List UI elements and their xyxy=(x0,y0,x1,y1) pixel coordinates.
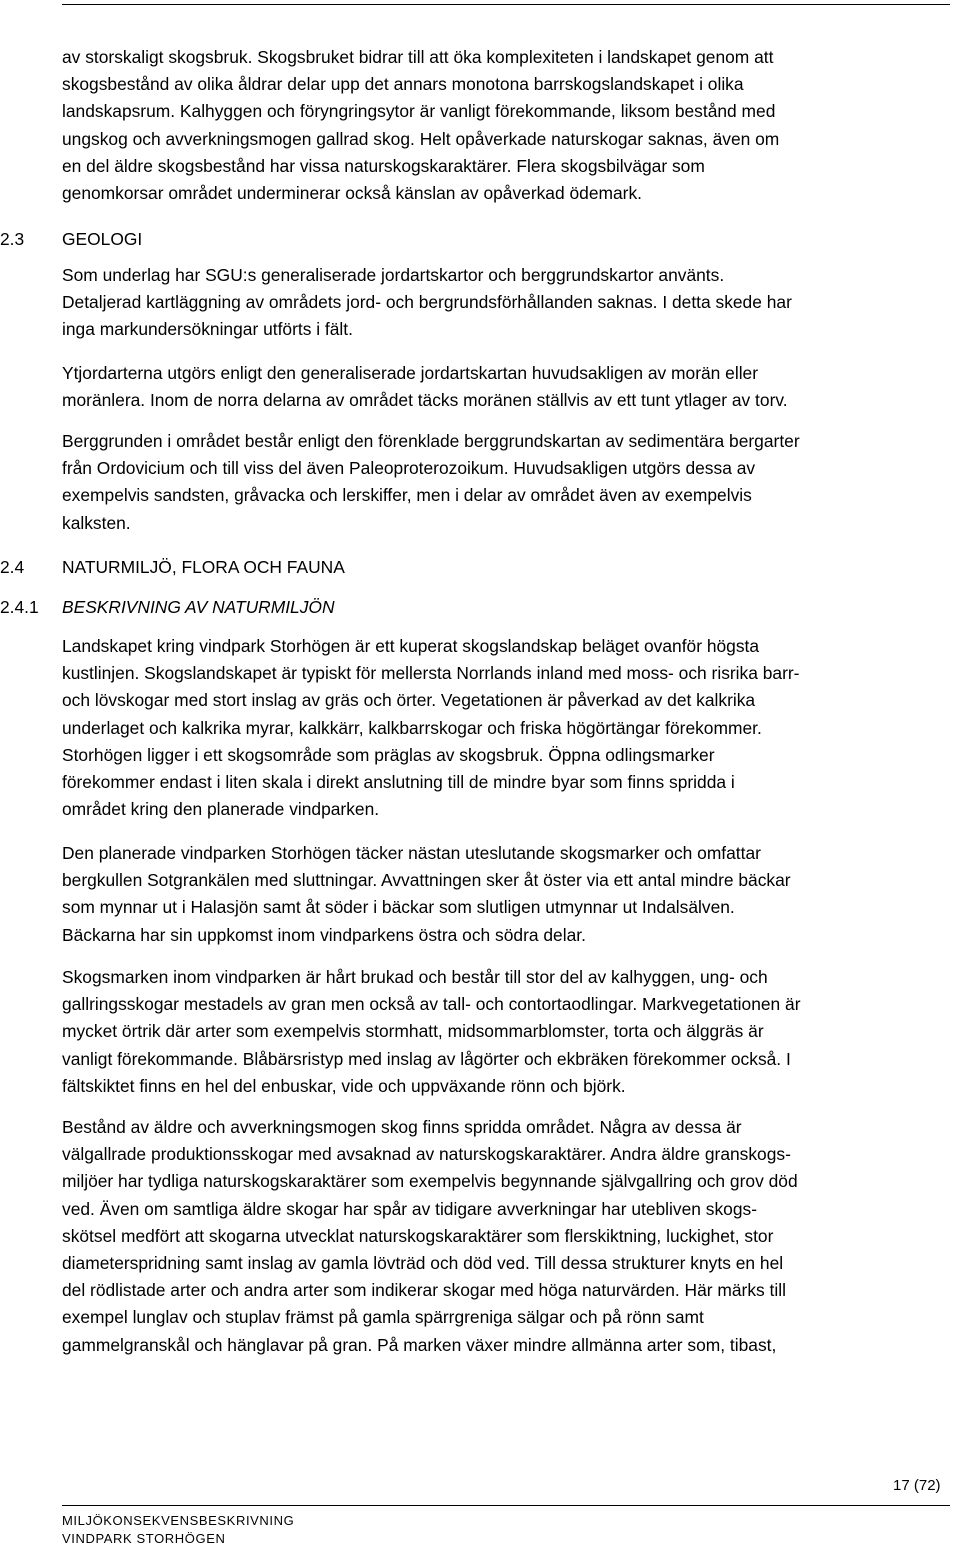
text-line: Bestånd av äldre och avverkningsmogen skog finns spridda området. Några av dessa är xyxy=(62,1117,742,1137)
text-line: som mynnar ut i Halasjön samt åt söder i bäckar som slutligen utmynnar ut Indalsälven. xyxy=(62,897,735,918)
text-line: exempel lunglav och stuplav främst på gamla spärrgreniga sälgar och på rönn samt xyxy=(62,1307,704,1328)
text-line: en del äldre skogsbestånd har vissa naturskogskaraktärer. Flera skogsbilvägar som xyxy=(62,155,705,176)
paragraph-old-forest xyxy=(62,1114,958,1359)
text-line: Berggrunden i området består enligt den förenklade berggrundskartan av sedimentära bergarter xyxy=(62,431,800,451)
text-line: Detaljerad kartläggning av områdets jord- och bergrundsförhållanden saknas. I detta skede har xyxy=(62,292,792,313)
section-title: NATURMILJÖ, FLORA OCH FAUNA xyxy=(62,557,345,577)
text-line: välgallrade produktionsskogar med avsaknad av naturskogskaraktärer. Andra äldre granskogs- xyxy=(62,1144,791,1165)
text-line: gallringsskogar mestadels av gran men också av tall- och contortaodlingar. Markvegetationen är xyxy=(62,994,801,1015)
text-line: diameterspridning samt inslag av gamla lövträd och död ved. Till dessa strukturer knyts en hel xyxy=(62,1253,784,1274)
section-number: 2.4 xyxy=(0,557,25,577)
text-line: Storhögen ligger i ett skogsområde som präglas av skogsbruk. Öppna odlingsmarker xyxy=(62,744,715,765)
text-line: vanligt förekommande. Blåbärsristyp med inslag av lågörter och ekbräken förekommer också. I xyxy=(62,1048,791,1069)
text-line: mycket örtrik där arter som exempelvis stormhatt, midsommarblomster, torta och älggräs är xyxy=(62,1021,764,1042)
text-line: landskapsrum. Kalhyggen och föryngringsytor är vanligt förekommande, liksom bestånd med xyxy=(62,101,776,122)
text-line: Ytjordarterna utgörs enligt den generaliserade jordartskartan huvudsakligen av morän eller xyxy=(62,363,759,383)
text-line: Den planerade vindparken Storhögen täcker nästan uteslutande skogsmarker och omfattar xyxy=(62,843,761,863)
text-line: del rödlistade arter och andra arter som indikerar skogar med höga naturvärden. Här märks till xyxy=(62,1280,786,1301)
text-line: skötsel medfört att skogarna utvecklat naturskogskaraktärer som flerskiktning, luckighet, stor xyxy=(62,1225,774,1246)
subsection-number: 2.4.1 xyxy=(0,597,39,617)
text-line: Som underlag har SGU:s generaliserade jordartskartor och berggrundskartor använts. xyxy=(62,265,725,285)
paragraph-landscape-description xyxy=(62,633,958,823)
text-line: skogsbestånd av olika åldrar delar upp det annars monotona barrskogslandskapet i olika xyxy=(62,74,744,95)
footer-document-title xyxy=(62,1512,294,1548)
text-line: och lövskogar med stort inslag av gräs och örter. Vegetationen är påverkad av det kalkrika xyxy=(62,690,756,711)
text-line: fältskiktet finns en hel del enbuskar, vide och uppväxande rönn och björk. xyxy=(62,1075,626,1096)
text-line: av storskaligt skogsbruk. Skogsbruket bidrar till att öka komplexiteten i landskapet genom att xyxy=(62,47,774,67)
section-number: 2.3 xyxy=(0,229,25,249)
text-line: ved. Även om samtliga äldre skogar har spår av tidigare avverkningar har utebliven skogs- xyxy=(62,1198,758,1219)
section-title: GEOLOGI xyxy=(62,229,143,249)
subsection-title: BESKRIVNING AV NATURMILJÖN xyxy=(62,597,335,617)
text-line: bergkullen Sotgrankälen med sluttningar. Avvattningen sker åt öster via ett antal mindre bäckar xyxy=(62,870,791,891)
text-line: området kring den planerade vindparken. xyxy=(62,799,380,820)
text-line: Bäckarna har sin uppkomst inom vindparkens östra och södra delar. xyxy=(62,924,586,945)
text-line: miljöer har tydliga naturskogskaraktärer som exempelvis begynnande självgallring och grov död xyxy=(62,1171,798,1192)
footer-line-1: MILJÖKONSEKVENSBESKRIVNING xyxy=(62,1513,295,1528)
text-line: förekommer endast i liten skala i direkt anslutning till de mindre byar som finns spridda i xyxy=(62,772,735,793)
text-line: exempelvis sandsten, gråvacka och lerskiffer, men i delar av området även av exempelvis xyxy=(62,485,752,506)
paragraph-geologi-sources xyxy=(62,262,958,344)
text-line: Skogsmarken inom vindparken är hårt brukad och består till stor del av kalhyggen, ung- och xyxy=(62,967,768,987)
text-line: gammelgranskål och hänglavar på gran. På marken växer mindre allmänna arter som, tibast, xyxy=(62,1334,777,1355)
text-line: kustlinjen. Skogslandskapet är typiskt för mellersta Norrlands inland med moss- och risrika barr- xyxy=(62,663,800,684)
paragraph-forest-land xyxy=(62,964,958,1100)
page-number: 17 (72) xyxy=(893,1477,941,1494)
text-line: moränlera. Inom de norra delarna av området täcks moränen ställvis av ett tunt ytlager av torv. xyxy=(62,390,788,411)
paragraph-bedrock xyxy=(62,428,958,537)
paragraph-landscape-intro xyxy=(62,44,958,207)
paragraph-soil-types xyxy=(62,360,958,414)
top-rule xyxy=(62,4,950,5)
text-line: underlaget och kalkrika myrar, kalkkärr, kalkbarrskogar och friska högörtängar förekommer. xyxy=(62,717,762,738)
text-line: ungskog och avverkningsmogen gallrad skog. Helt opåverkade naturskogar saknas, även om xyxy=(62,128,780,149)
paragraph-planned-park xyxy=(62,840,958,949)
footer-line-2: VINDPARK STORHÖGEN xyxy=(62,1531,226,1546)
text-line: inga markundersökningar utförts i fält. xyxy=(62,319,353,340)
footer-rule xyxy=(62,1505,950,1506)
text-line: från Ordovicium och till viss del även Paleoproterozoikum. Huvudsakligen utgörs dessa av xyxy=(62,458,756,479)
text-line: kalksten. xyxy=(62,512,131,533)
text-line: genomkorsar området underminerar också känslan av opåverkad ödemark. xyxy=(62,183,642,204)
text-line: Landskapet kring vindpark Storhögen är ett kuperat skogslandskap beläget ovanför högsta xyxy=(62,636,760,656)
